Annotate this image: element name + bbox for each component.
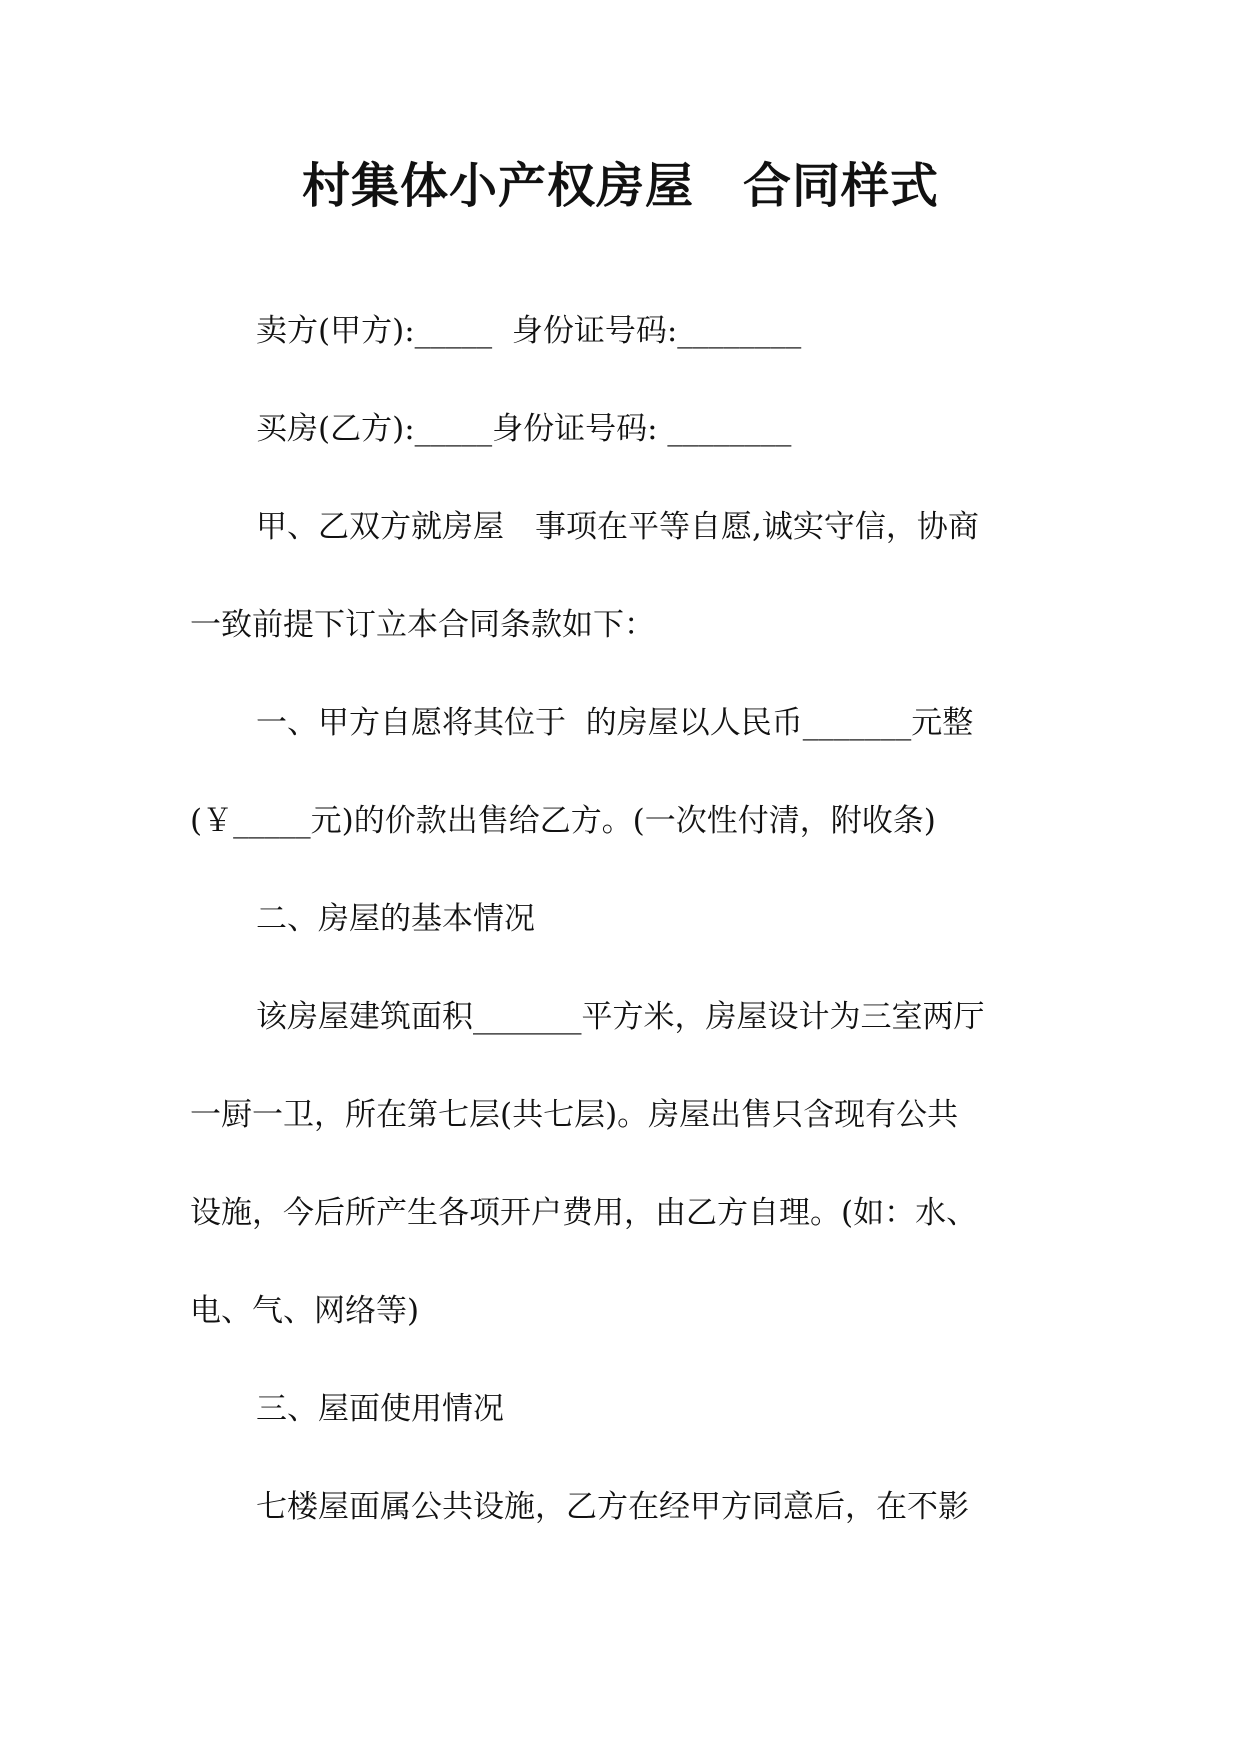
clause-2-heading: 二、房屋的基本情况 (256, 901, 535, 937)
clause-3-line-1: 七楼屋面属公共设施，乙方在经甲方同意后，在不影 (256, 1489, 969, 1525)
clause-3-heading: 三、屋面使用情况 (256, 1391, 504, 1427)
seller-line: 卖方(甲方):_____ 身份证号码:________ (256, 313, 802, 349)
clause-1-line-1: 一、甲方自愿将其位于 的房屋以人民币_______元整 (256, 705, 974, 741)
clause-2-line-2: 一厨一卫，所在第七层(共七层)。房屋出售只含现有公共 (190, 1097, 959, 1133)
clause-2-line-3: 设施，今后所产生各项开户费用，由乙方自理。(如：水、 (190, 1195, 978, 1231)
clause-2-line-4: 电、气、网络等) (190, 1293, 420, 1329)
paragraph-preamble-line-2: 一致前提下订立本合同条款如下： (190, 607, 655, 643)
document-title: 村集体小产权房屋 合同样式 (301, 158, 939, 214)
clause-1-line-2: (￥_____元)的价款出售给乙方。(一次性付清，附收条) (190, 803, 936, 839)
buyer-line: 买房(乙方):_____身份证号码: ________ (256, 411, 792, 447)
clause-2-line-1: 该房屋建筑面积_______平方米，房屋设计为三室两厅 (256, 999, 985, 1035)
paragraph-preamble-line-1: 甲、乙双方就房屋 事项在平等自愿,诚实守信，协商 (256, 509, 979, 545)
